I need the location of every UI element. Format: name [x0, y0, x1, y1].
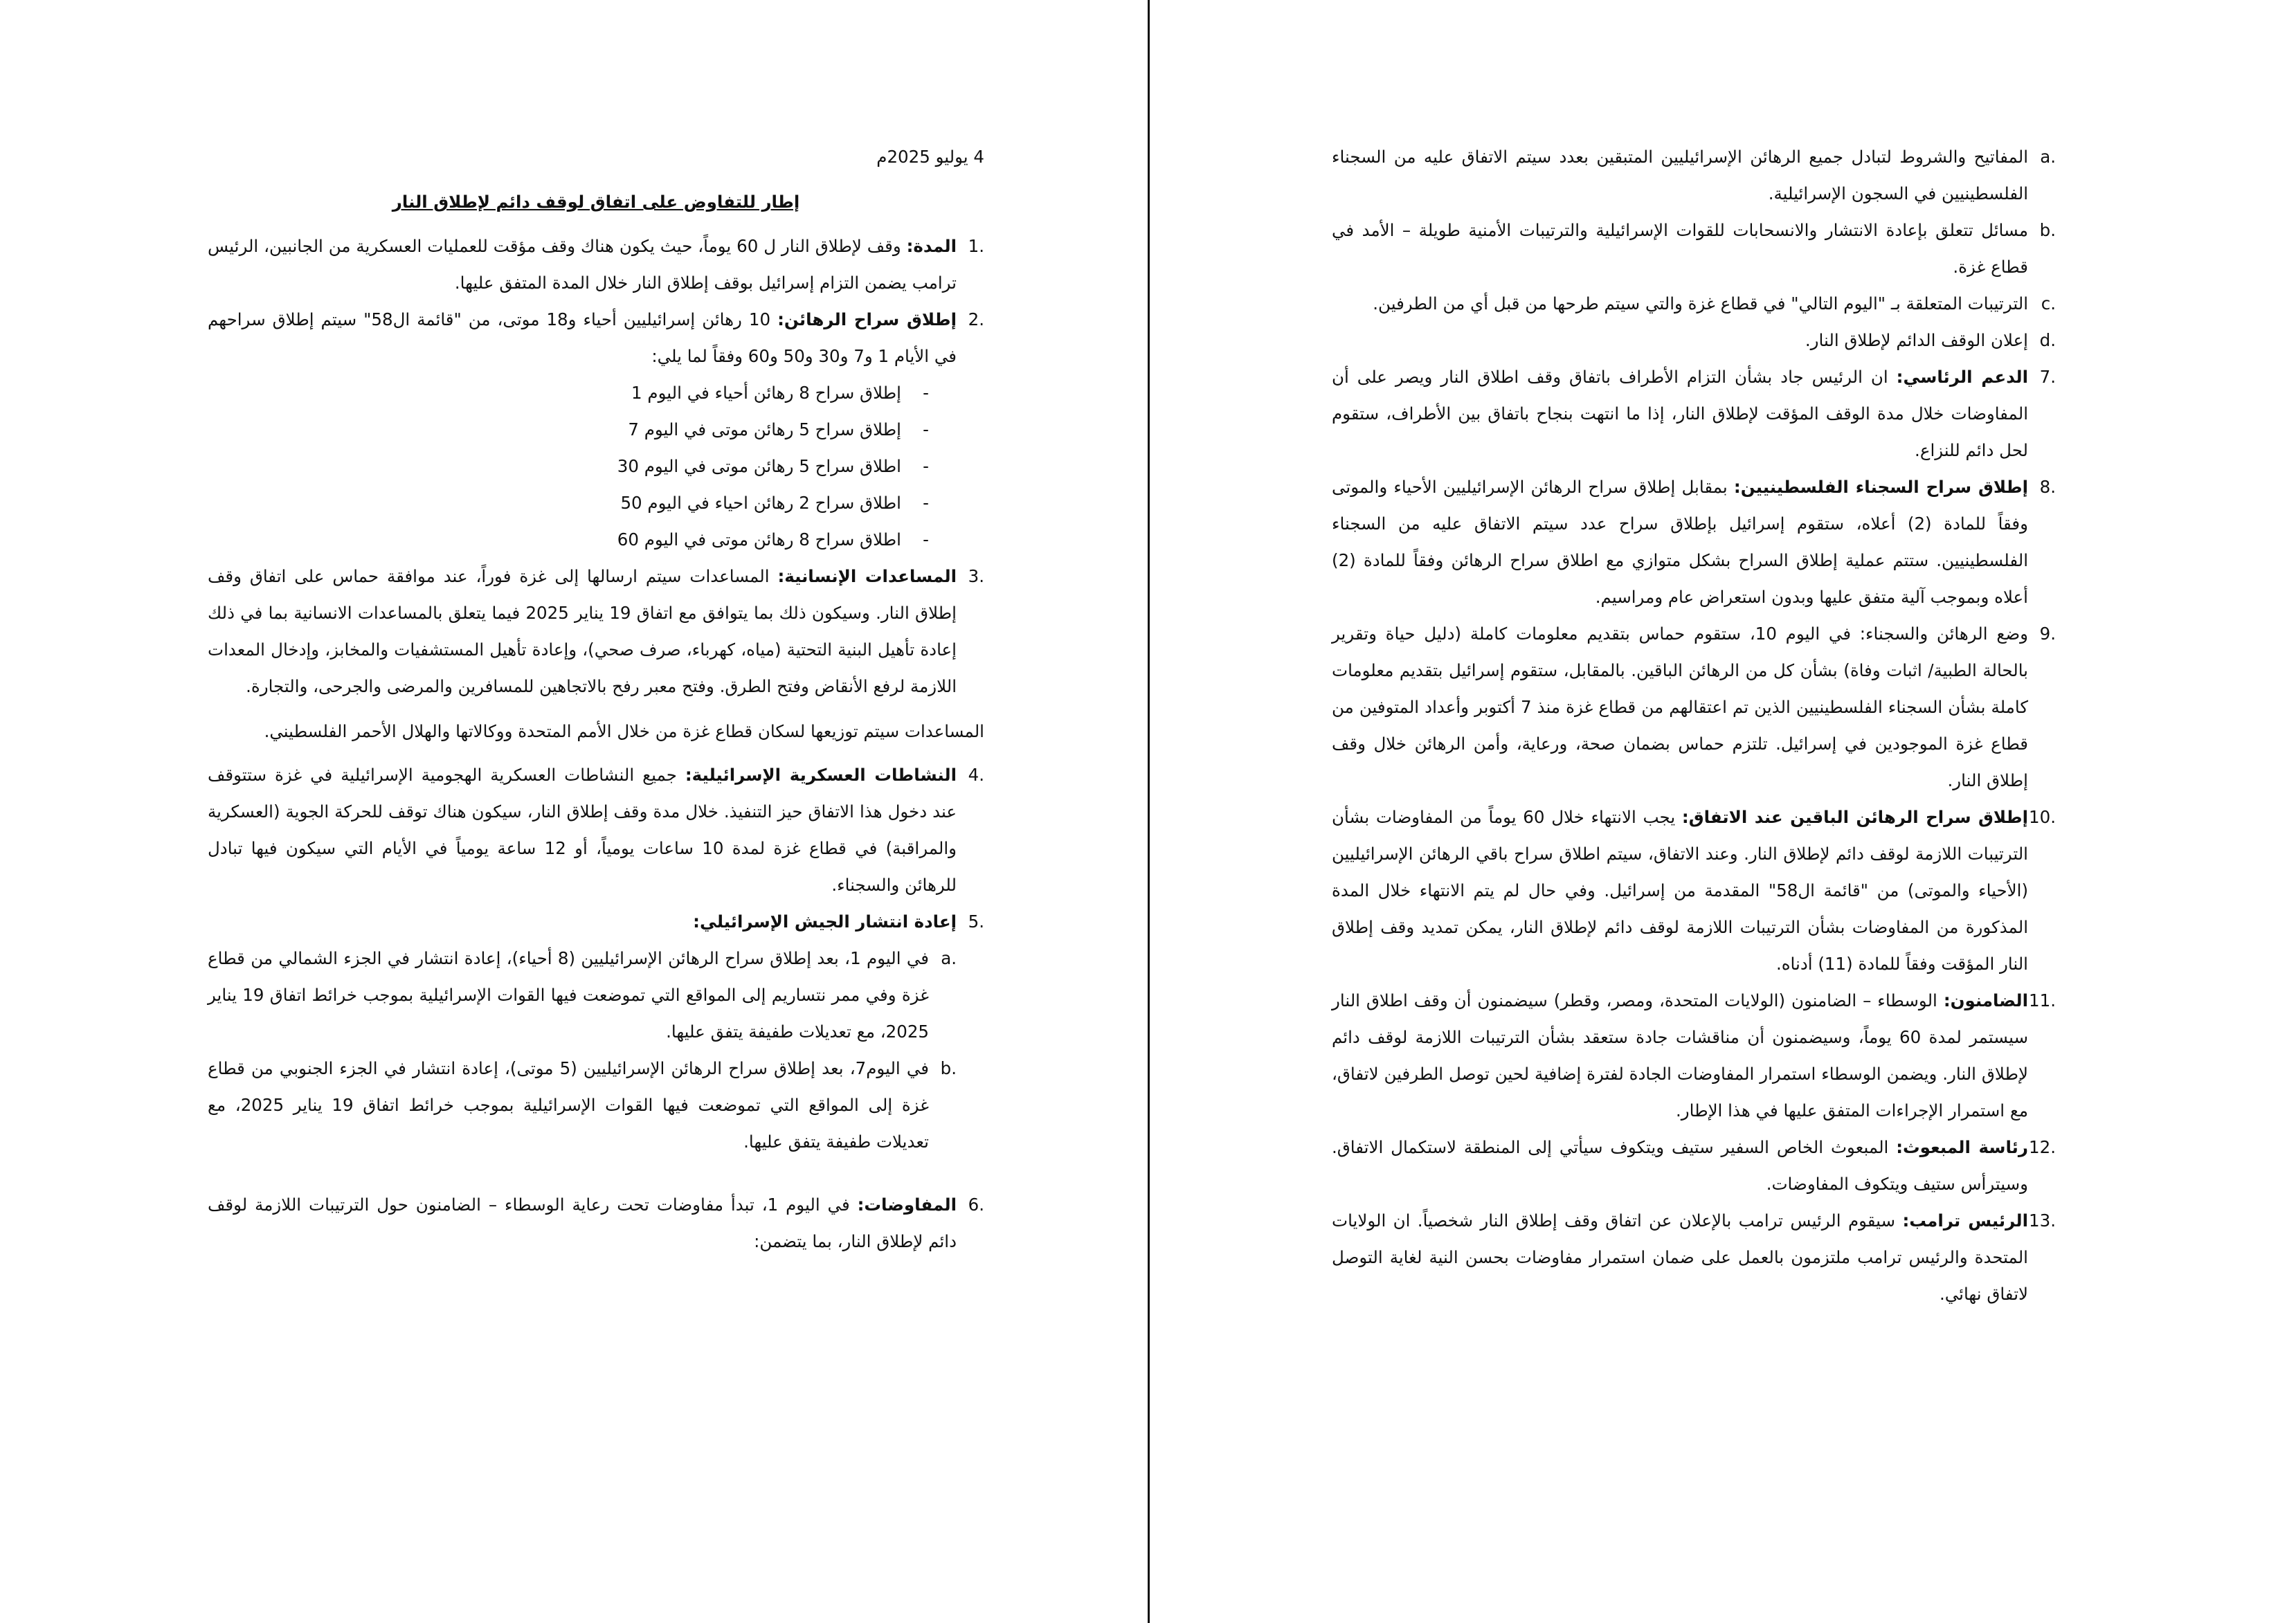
clause-heading: المفاوضات: [857, 1195, 957, 1215]
sub-clause-letter: d. [2039, 330, 2056, 350]
dash-marker: - [923, 493, 929, 513]
clause-10 [1332, 799, 2056, 982]
clause-2 [208, 301, 984, 374]
clause-6b [1332, 212, 2056, 285]
clause-text: وقف لإطلاق النار ل 60 يوماً، حيث يكون هناك وقف مؤقت للعمليات العسكرية من الجانبين، الرئيس ترامب يضمن التزام إسرائيل بوقف إطلاق النار خلال المدة المتفق عليها. [208, 236, 957, 293]
clause-heading: إطلاق سراح السجناء الفلسطينيين: [1733, 477, 2028, 497]
clause-6c [1332, 285, 2056, 322]
sub-clause-letter: a. [941, 948, 957, 968]
clause-5b [208, 1050, 984, 1160]
clause-number: 6. [968, 1195, 984, 1215]
clause-11 [1332, 982, 2056, 1129]
clause-text: وضع الرهائن والسجناء: في اليوم 10، ستقوم حماس بتقديم معلومات كاملة (دليل حياة وتقرير بالحالة الطبية/ اثبات وفاة) بشأن كل من الرهائن الباقين. بالمقابل، ستقوم إسرائيل بتقديم معلومات كاملة بشأن السجناء الفلسطينيين الذين تم اعتقالهم من قطاع غزة منذ 7 أكتوبر وأعداد المتوفين من قطاع غزة الموجودين في إسرائيل. تلتزم حماس بضمان صحة، ورعاية، وأمن الرهائن خلال وقف إطلاق النار. [1332, 624, 2029, 790]
sub-clause-text: في اليوم7، بعد إطلاق سراح الرهائن الإسرائيليين (5 موتى)، إعادة انتشار في الجزء الجنوبي من قطاع غزة إلى المواقع التي تموضعت فيها القوات الإسرائيلية بموجب خرائط اتفاق 19 يناير 2025، مع تعديلات طفيفة يتفق عليها. [208, 1058, 929, 1152]
clause-8 [1332, 469, 2056, 615]
sub-clause-text: مسائل تتعلق بإعادة الانتشار والانسحابات للقوات الإسرائيلية والترتيبات الأمنية طويلة – الأمد في قطاع غزة. [1332, 220, 2028, 277]
clause-heading: إطلاق سراح الرهائن: [777, 309, 957, 329]
clause-number: 10. [2029, 807, 2056, 827]
clause-text: المبعوث الخاص السفير ستيف ويتكوف سيأتي إلى المنطقة لاستكمال الاتفاق. وسيترأس ستيف ويتكوف المفاوضات. [1332, 1137, 2028, 1194]
clause-13 [1332, 1202, 2056, 1312]
clause-text: جميع النشاطات العسكرية الهجومية الإسرائيلية في غزة ستتوقف عند دخول هذا الاتفاق حيز التنفيذ. خلال مدة وقف إطلاق النار، سيكون هناك توقف للحركة الجوية (العسكرية والمراقبة) في قطاع غزة لمدة 10 ساعات يومياً، أو 12 ساعة يومياً في الأيام التي سيكون فيها تبادل للرهائن والسجناء. [208, 765, 957, 895]
sub-clause-text: الترتيبات المتعلقة بـ "اليوم التالي" في قطاع غزة والتي سيتم طرحها من قبل أي من الطرفين. [1373, 293, 2028, 314]
release-text: إطلاق سراح 8 رهائن أحياء في اليوم 1 [631, 383, 901, 403]
release-item [208, 411, 984, 448]
clause-number: 9. [2039, 624, 2056, 644]
clause-1 [208, 228, 984, 301]
left-column [208, 138, 984, 1260]
clause-number: 7. [2039, 367, 2056, 387]
clause-heading: الضامنون: [1943, 990, 2028, 1010]
sub-clause-letter: b. [2039, 220, 2056, 240]
clause-heading: المدة: [906, 236, 957, 256]
clause-text: بمقابل إطلاق سراح الرهائن الإسرائيليين الأحياء والموتى وفقاً للمادة (2) أعلاه، ستقوم إسرائيل بإطلاق سراح عدد سيتم الاتفاق عليه من السجناء الفلسطينيين. ستتم عملية إطلاق السراح بشكل متوازي مع اطلاق سراح الرهائن وفقاً للمادة (2) أعلاه وبموجب آلية متفق عليها وبدون استعراض عام ومراسيم. [1332, 477, 2028, 607]
clause-7 [1332, 359, 2056, 469]
release-item [208, 521, 984, 558]
clause-heading: رئاسة المبعوث: [1896, 1137, 2028, 1157]
aid-distribution-paragraph: المساعدات سيتم توزيعها لسكان قطاع غزة من خلال الأمم المتحدة ووكالاتها والهلال الأحمر الفلسطيني. [264, 721, 984, 741]
spacer [208, 1160, 984, 1186]
clause-heading: إعادة انتشار الجيش الإسرائيلي: [693, 912, 957, 932]
sub-clause-text: المفاتيح والشروط لتبادل جميع الرهائن الإسرائيليين المتبقين بعدد سيتم الاتفاق عليه من السجناء الفلسطينيين في السجون الإسرائيلية. [1332, 147, 2028, 203]
document-title: إطار للتفاوض على اتفاق لوقف دائم لإطلاق النار [392, 192, 800, 212]
clause-heading: الدعم الرئاسي: [1896, 367, 2028, 387]
clause-text: يجب الانتهاء خلال 60 يوماً من المفاوضات بشأن الترتيبات اللازمة لوقف دائم لإطلاق النار. وعند الاتفاق، سيتم اطلاق سراح باقي الرهائن الإسرائيليين (الأحياء والموتى) من "قائمة ال58" المقدمة من إسرائيل. وفي حال لم يتم الانتهاء خلال المدة المذكورة من المفاوضات بشأن الترتيبات اللازمة لوقف دائم لإطلاق النار، يمكن تمديد وقف إطلاق النار المؤقت وفقاً للمادة (11) أدناه. [1332, 807, 2028, 974]
clause-number: 12. [2029, 1137, 2056, 1157]
clause-heading: النشاطات العسكرية الإسرائيلية: [685, 765, 957, 785]
dash-marker: - [923, 419, 929, 439]
clause-number: 3. [968, 566, 984, 586]
clause-text: ان الرئيس جاد بشأن التزام الأطراف باتفاق وقف اطلاق النار ويصر على أن المفاوضات خلال مدة الوقف المؤقت لإطلاق النار، إذا ما انتهت بنجاح باتفاق بين الأطراف، ستقوم لحل دائم للنزاع. [1332, 367, 2028, 460]
clause-heading: إطلاق سراح الرهائن الباقين عند الاتفاق: [1681, 807, 2028, 827]
document-date: 4 يوليو 2025م [876, 147, 984, 167]
clause-4 [208, 756, 984, 903]
clause-heading: الرئيس ترامب: [1902, 1211, 2028, 1231]
clause-text: الوسطاء – الضامنون (الولايات المتحدة، ومصر، وقطر) سيضمنون أن وقف اطلاق النار سيستمر لمدة 60 يوماً، وسيضمنون أن مناقشات جادة ستعقد بشأن الترتيبات اللازمة لوقف دائم لإطلاق النار. ويضمن الوسطاء استمرار المفاوضات الجادة لفترة إضافية لحين توصل الطرفين لاتفاق، مع استمرار الإجراءات المتفق عليها في هذا الإطار. [1332, 990, 2028, 1121]
release-item [208, 374, 984, 411]
release-text: اطلاق سراح 5 رهائن موتى في اليوم 30 [617, 456, 901, 476]
dash-marker: - [923, 456, 929, 476]
clause-number: 13. [2029, 1211, 2056, 1231]
release-item [208, 448, 984, 484]
sub-clause-text: إعلان الوقف الدائم لإطلاق النار. [1805, 330, 2028, 350]
clause-number: 4. [968, 765, 984, 785]
clause-12 [1332, 1129, 2056, 1202]
sub-clause-text: في اليوم 1، بعد إطلاق سراح الرهائن الإسرائيليين (8 أحياء)، إعادة انتشار في الجزء الشمالي من قطاع غزة وفي ممر نتساريم إلى المواقع التي تموضعت فيها القوات الإسرائيلية بموجب خرائط اتفاق 19 يناير 2025، مع تعديلات طفيفة يتفق عليها. [208, 948, 929, 1042]
clause-6 [208, 1186, 984, 1260]
clause-text: في اليوم 1، تبدأ مفاوضات تحت رعاية الوسطاء – الضامنون حول الترتيبات اللازمة لوقف دائم لإطلاق النار، بما يتضمن: [208, 1195, 957, 1251]
clause-text: المساعدات سيتم ارسالها إلى غزة فوراً، عند موافقة حماس على اتفاق وقف إطلاق النار. وسيكون ذلك بما يتوافق مع اتفاق 19 يناير 2025 فيما يتعلق بالمساعدات الانسانية بما في ذلك إعادة تأهيل البنية التحتية (مياه، كهرباء، صرف صحي)، وإعادة تأهيل المستشفيات والمخابز، وإدخال المعدات اللازمة لرفع الأنقاض وفتح الطرق. وفتح معبر رفح بالاتجاهين للمسافرين والمرضى والجرحى، والتجارة. [208, 566, 957, 696]
sub-clause-letter: c. [2041, 293, 2056, 314]
release-text: اطلاق سراح 2 رهائن احياء في اليوم 50 [620, 493, 901, 513]
clause-text: سيقوم الرئيس ترامب بالإعلان عن اتفاق وقف إطلاق النار شخصياً. ان الولايات المتحدة والرئيس ترامب ملتزمون بالعمل على ضمان استمرار مفاوضات بحسن النية لغاية التوصل لاتفاق نهائي. [1332, 1211, 2028, 1304]
clause-text: 10 رهائن إسرائيليين أحياء و18 موتى، من "قائمة ال58" سيتم إطلاق سراحهم في الأيام 1 و7 و30 و50 و60 وفقاً لما يلي: [208, 309, 957, 366]
clause-heading: المساعدات الإنسانية: [777, 566, 957, 586]
dash-marker: - [923, 529, 929, 550]
dash-marker: - [923, 383, 929, 403]
sub-clause-letter: b. [940, 1058, 957, 1078]
page-right [1150, 0, 2296, 1623]
release-text: إطلاق سراح 5 رهائن موتى في اليوم 7 [628, 419, 901, 439]
clause-number: 1. [968, 236, 984, 256]
clause-6a [1332, 138, 2056, 212]
release-item [208, 484, 984, 521]
clause-number: 5. [968, 912, 984, 932]
sub-clause-letter: a. [2040, 147, 2056, 167]
clause-5 [208, 903, 984, 940]
release-text: اطلاق سراح 8 رهائن موتى في اليوم 60 [617, 529, 901, 550]
clause-6d [1332, 322, 2056, 359]
clause-number: 11. [2029, 990, 2056, 1010]
clause-3 [208, 558, 984, 705]
clause-5a [208, 940, 984, 1050]
clause-number: 2. [968, 309, 984, 329]
clause-9 [1332, 615, 2056, 799]
clause-number: 8. [2039, 477, 2056, 497]
right-column [1332, 138, 2056, 1312]
